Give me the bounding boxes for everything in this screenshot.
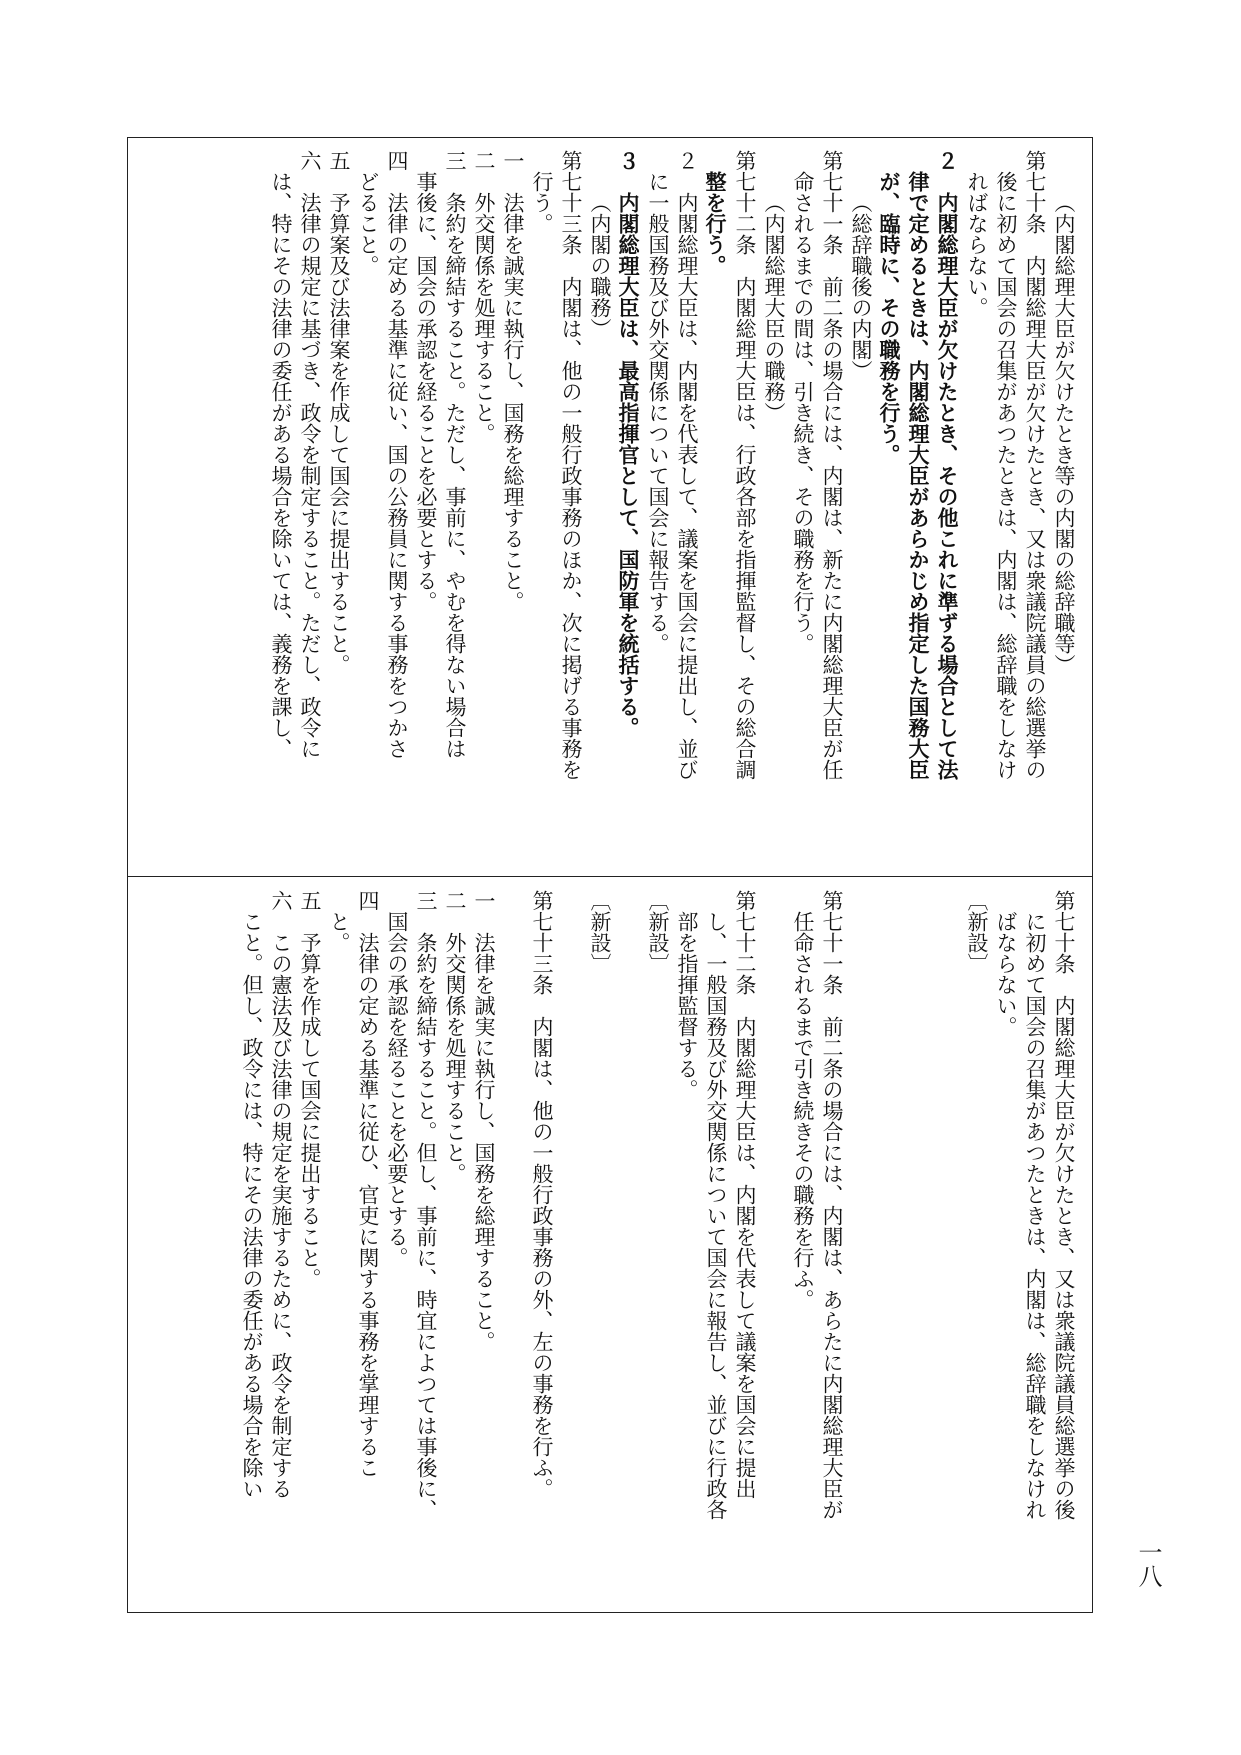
proposed-text-line: 四 法律の定める基準に従い、国の公務員に関する事務をつかさ xyxy=(385,150,409,759)
current-text-line: 〔新設〕 xyxy=(588,890,612,974)
current-text-line: 一 法律を誠実に執行し、国務を総理すること。 xyxy=(472,890,496,1352)
current-text-line xyxy=(846,890,875,1602)
proposed-text-line: 事後に、国会の承認を経ることを必要とする。 xyxy=(414,171,438,612)
current-text-line xyxy=(875,890,904,1602)
proposed-text-line: 行う。 xyxy=(530,171,554,234)
proposed-text-line: （内閣総理大臣が欠けたとき等の内閣の総辞職等） xyxy=(1052,192,1076,675)
current-text-line: に初めて国会の召集があつたときは、内閣は、総辞職をしなけれ xyxy=(1023,911,1047,1520)
proposed-text-line: に一般国務及び外交関係について国会に報告する。 xyxy=(646,171,670,654)
proposed-text-line: どること。 xyxy=(356,171,380,276)
proposed-text-line: （内閣総理大臣の職務） xyxy=(762,192,786,423)
proposed-text-line: 整を行う。 xyxy=(703,171,728,276)
current-text-line xyxy=(933,890,962,1602)
current-text-line: 五 予算を作成して国会に提出すること。 xyxy=(298,890,322,1289)
proposed-text-line: （内閣の職務） xyxy=(588,192,612,339)
current-text-line: 第七十一条 前二条の場合には、内閣は、あらたに内閣総理大臣が xyxy=(820,890,844,1520)
proposed-text-line: が、臨時に、その職務を行う。 xyxy=(877,171,902,465)
proposed-text-panel xyxy=(142,150,1078,864)
current-text-line xyxy=(904,890,933,1602)
current-text-line: 国会の承認を経ることを必要とする。 xyxy=(385,911,409,1268)
current-text-line xyxy=(759,890,788,1602)
proposed-text-line: ２ 内閣総理大臣は、内閣を代表して、議案を国会に提出し、並び xyxy=(675,150,699,780)
proposed-text-line: 命されるまでの間は、引き続き、その職務を行う。 xyxy=(791,171,815,654)
current-text-line: 第七十三条 内閣は、他の一般行政事務の外、左の事務を行ふ。 xyxy=(530,890,554,1499)
proposed-text-line: 三 条約を締結すること。ただし、事前に、やむを得ない場合は xyxy=(443,150,467,759)
current-text-line: 三 条約を締結すること。但し、事前に、時宜によつては事後に、 xyxy=(414,890,438,1520)
proposed-text-line: 第七十一条 前二条の場合には、内閣は、新たに内閣総理大臣が任 xyxy=(820,150,844,780)
page-number: 一八 xyxy=(1134,1540,1162,1588)
table-divider xyxy=(128,876,1092,877)
current-text-line xyxy=(614,890,643,1602)
proposed-text-line: 一 法律を誠実に執行し、国務を総理すること。 xyxy=(501,150,525,612)
proposed-text-line: 律で定めるときは、内閣総理大臣があらかじめ指定した国務大臣 xyxy=(906,171,931,780)
current-text-panel xyxy=(142,890,1078,1602)
proposed-text-line: 第七十条 内閣総理大臣が欠けたとき、又は衆議院議員の総選挙の xyxy=(1023,150,1047,780)
proposed-text-line: は、特にその法律の委任がある場合を除いては、義務を課し、 xyxy=(269,171,293,759)
current-text-line xyxy=(498,890,527,1602)
current-text-line: 第七十条 内閣総理大臣が欠けたとき、又は衆議院議員総選挙の後 xyxy=(1052,890,1076,1520)
proposed-text-line: 後に初めて国会の召集があつたときは、内閣は、総辞職をしなけ xyxy=(994,171,1018,780)
proposed-text-line: ３ 内閣総理大臣は、最高指揮官として、国防軍を統括する。 xyxy=(616,150,641,738)
proposed-text-line: 六 法律の規定に基づき、政令を制定すること。ただし、政令に xyxy=(298,150,322,759)
comparison-table xyxy=(127,137,1093,1613)
proposed-text-line: （総辞職後の内閣） xyxy=(849,192,873,381)
proposed-text-line: 二 外交関係を処理すること。 xyxy=(472,150,496,444)
current-text-line: 〔新設〕 xyxy=(646,890,670,974)
current-text-line: ばならない。 xyxy=(994,911,1018,1037)
current-text-line: し、一般国務及び外交関係について国会に報告し、並びに行政各 xyxy=(704,911,728,1520)
proposed-text-line: 五 予算案及び法律案を作成して国会に提出すること。 xyxy=(327,150,351,675)
proposed-text-line: 第七十三条 内閣は、他の一般行政事務のほか、次に掲げる事務を xyxy=(559,150,583,780)
current-text-line: 〔新設〕 xyxy=(965,890,989,974)
current-text-line: 四 法律の定める基準に従ひ、官吏に関する事務を掌理するこ xyxy=(356,890,380,1478)
current-text-line: 任命されるまで引き続きその職務を行ふ。 xyxy=(791,911,815,1310)
proposed-text-line: ２ 内閣総理大臣が欠けたとき、その他これに準ずる場合として法 xyxy=(935,150,960,780)
current-text-line: と。 xyxy=(327,911,351,953)
proposed-text-line: 第七十二条 内閣総理大臣は、行政各部を指揮監督し、その総合調 xyxy=(733,150,757,780)
current-text-line: 二 外交関係を処理すること。 xyxy=(443,890,467,1184)
current-text-line xyxy=(556,890,585,1602)
current-text-line: 部を指揮監督する。 xyxy=(675,911,699,1100)
current-text-line: 六 この憲法及び法律の規定を実施するために、政令を制定する xyxy=(269,890,293,1499)
current-text-line: 第七十二条 内閣総理大臣は、内閣を代表して議案を国会に提出 xyxy=(733,890,757,1499)
current-text-line: こと。但し、政令には、特にその法律の委任がある場合を除い xyxy=(240,911,264,1499)
proposed-text-line: ればならない。 xyxy=(965,171,989,318)
